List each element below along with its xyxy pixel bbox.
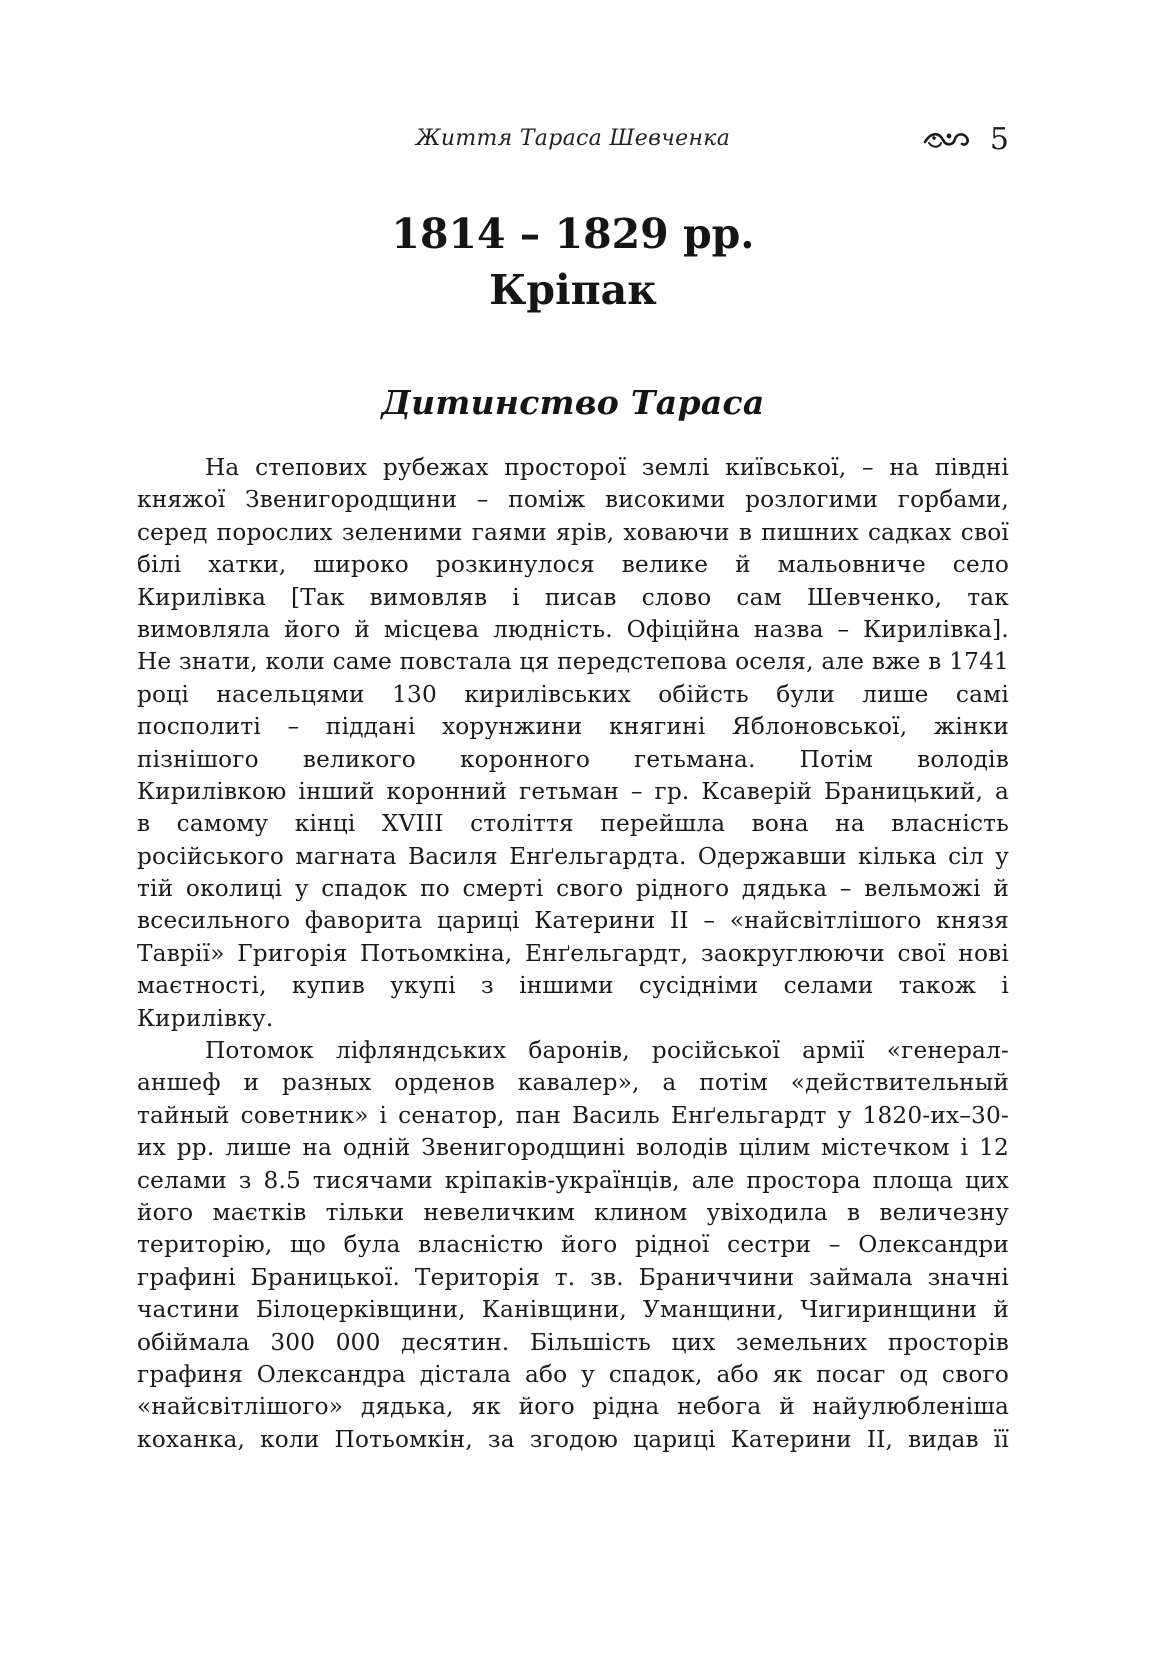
text-line: «найсвітлішого» дядька, як його рідна небога й найулюбленіша (137, 1393, 1009, 1421)
text-line: их рр. лише на одній Звенигородщині володів цілим містечком і 12 (137, 1134, 1009, 1162)
running-title: Життя Тараса Шевченка (415, 126, 731, 151)
text-line: частини Білоцерківщини, Канівщини, Уманщини, Чигиринщини й (137, 1296, 1009, 1324)
running-header (137, 124, 1009, 164)
text-line: графиня Олександра дістала або у спадок, або як посаг од свого (137, 1360, 1009, 1388)
paragraph (137, 1035, 1009, 1456)
text-line: білі хатки, широко розкинулося велике й мальовниче село (137, 551, 1009, 579)
text-line: територію, що була власністю його рідної сестри – Олександри (137, 1231, 1009, 1259)
text-line: маєтності, купив укупі з іншими сусідніми селами також і (137, 972, 1009, 1000)
text-line: російського магната Василя Енґельгардта. Одержавши кілька сіл у (137, 842, 1009, 870)
text-line: графині Браницької. Територія т. зв. Браниччини займала значні (137, 1263, 1009, 1291)
text-line: тайный советник» і сенатор, пан Василь Енґельгардт у 1820-их–30- (137, 1101, 1009, 1129)
chapter-title: Кріпак (489, 266, 657, 314)
text-line: посполиті – піддані хорунжини княгині Яблоновської, жінки (137, 713, 1009, 741)
text-line: вимовляла його й місцева людність. Офіційна назва – Кирилівка]. (137, 615, 1009, 643)
text-line: пізнішого великого коронного гетьмана. Потім володів (137, 745, 1009, 773)
text-line: Не знати, коли саме повстала ця передстепова оселя, але вже в 1741 (137, 648, 1009, 676)
text-line: Кирилівку. (137, 1004, 274, 1032)
text-line: в самому кінці XVIII століття перейшла вона на власність (137, 810, 1009, 838)
chapter-years: 1814 – 1829 рр. (391, 210, 755, 258)
text-line: Кирилівкою інший коронний гетьман – гр. Ксаверій Браницький, а (137, 777, 1009, 805)
text-line: Кирилівка [Так вимовляв і писав слово сам Шевченко, так (137, 583, 1009, 611)
chapter-heading (137, 206, 1009, 318)
text-line: На степових рубежах просторої землі київської, – на півдні (205, 454, 1009, 481)
text-line: обіймала 300 000 десятин. Більшість цих земельних просторів (137, 1328, 1009, 1356)
section-heading: Дитинство Тараса (381, 383, 765, 422)
page-number: 5 (989, 122, 1009, 157)
body-text (137, 452, 1009, 1456)
fleuron-ornament-icon (923, 128, 971, 150)
text-line: селами з 8.5 тисячами кріпаків-українців, але простора площа цих (137, 1166, 1009, 1194)
text-line: княжої Звенигородщини – поміж високими розлогими горбами, (137, 486, 1009, 514)
text-line: коханка, коли Потьомкін, за згодою цариці Катерини II, видав її (137, 1425, 1009, 1453)
text-line: році насельцями 130 кирилівських обійсть були лише самі (137, 680, 1009, 708)
paragraph (137, 452, 1009, 1035)
text-line: серед порослих зеленими гаями ярів, ховаючи в пишних садках свої (137, 518, 1009, 546)
text-line: Потомок ліфляндських баронів, російської армії «генерал- (205, 1037, 1009, 1065)
text-line: його маєтків тільки невеличким клином увіходила в величезну (137, 1198, 1009, 1226)
text-line: Таврії» Григорія Потьомкіна, Енґельгардт, заокруглюючи свої нові (137, 939, 1009, 967)
text-line: тій околиці у спадок по смерті свого рідного дядька – вельможі й (137, 875, 1009, 903)
text-line: всесильного фаворита цариці Катерини II – «найсвітлішого князя (137, 907, 1009, 935)
text-line: аншеф и разных орденов кавалер», а потім «действительный (137, 1069, 1009, 1097)
